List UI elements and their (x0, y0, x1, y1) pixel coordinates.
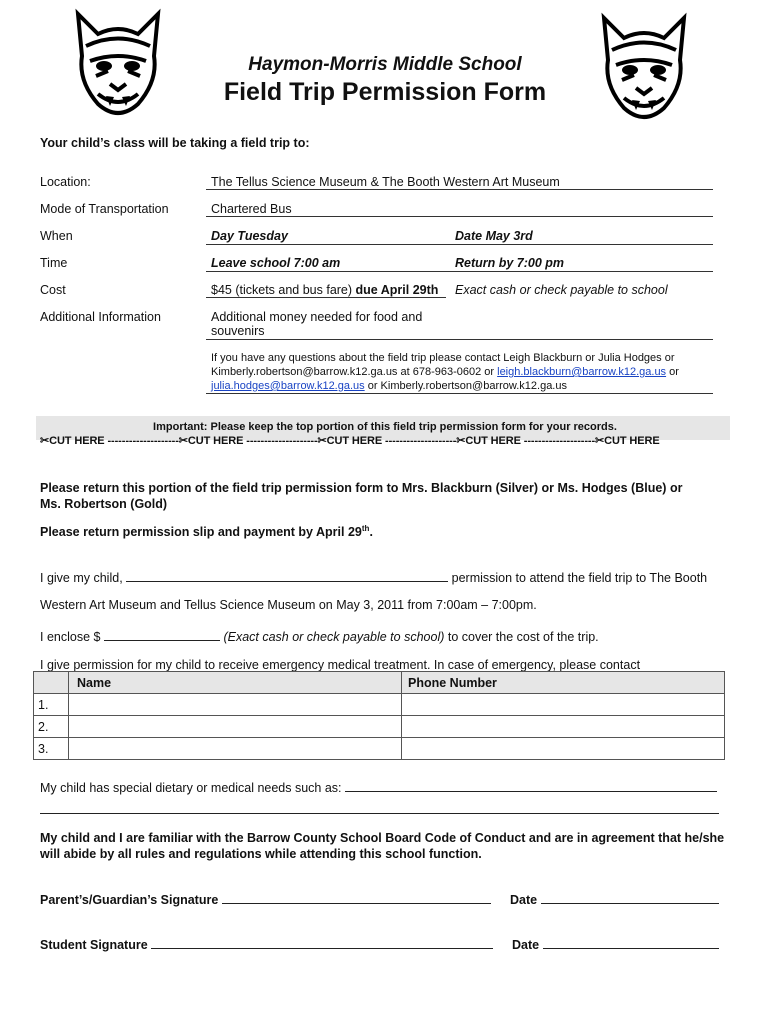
deadline-end: . (369, 525, 373, 540)
table-row (34, 738, 725, 760)
return-deadline (40, 524, 373, 539)
enclose-pre: I enclose $ (40, 630, 101, 644)
additional-label: Additional Information (40, 310, 161, 324)
form-title: Field Trip Permission Form (223, 78, 547, 106)
enclose-note: (Exact cash or check payable to school) (223, 630, 445, 644)
permission-enclose (40, 628, 599, 644)
header-index (34, 672, 69, 694)
row-index: 1. (34, 694, 69, 716)
header-phone: Phone Number (402, 672, 725, 694)
parent-date-label: Date (510, 893, 538, 907)
transport-label: Mode of Transportation (40, 202, 169, 216)
dietary-label: My child has special dietary or medical needs such as: (40, 781, 342, 795)
table-row (34, 694, 725, 716)
cost-note: Exact cash or check payable to school (455, 283, 668, 297)
contact-line (206, 393, 713, 394)
parent-signature-row (40, 891, 491, 907)
contact-line-1: If you have any questions about the field trip please contact Leigh Blackburn or Julia Hodges or (211, 352, 675, 364)
parent-signature-field[interactable] (222, 891, 491, 904)
intro-text: Your child’s class will be taking a field trip to: (40, 136, 310, 150)
contact-line-3 (211, 379, 721, 393)
student-date-label: Date (512, 938, 540, 952)
contact-name-cell[interactable] (69, 694, 402, 716)
dietary-field[interactable] (345, 779, 717, 792)
cost-value-row (211, 283, 438, 297)
agreement-line-1: My child and I are familiar with the Barrow County School Board Code of Conduct and are in agreement that he/she (40, 831, 725, 845)
child-name-field[interactable] (126, 569, 448, 582)
header-name: Name (69, 672, 402, 694)
parent-date-field[interactable] (541, 891, 719, 904)
give-pre: I give my child, (40, 571, 123, 585)
transport-line (206, 216, 713, 217)
contact-info (211, 351, 721, 393)
student-signature-label: Student Signature (40, 938, 148, 952)
additional-value-2: souvenirs (211, 324, 265, 338)
important-note: Important: Please keep the top portion of this field trip permission form for your records. (153, 421, 617, 433)
return-line-1: Please return this portion of the field trip permission form to Mrs. Blackburn (Silver) or Ms. Hodges (Blue) or (40, 481, 683, 495)
return-instructions (40, 480, 740, 512)
when-day: Day Tuesday (211, 229, 288, 243)
enclose-post: to cover the cost of the trip. (447, 630, 599, 644)
additional-value-1: Additional money needed for food and (211, 310, 423, 324)
additional-line (206, 339, 713, 340)
contact-line-2-tail: or (666, 366, 679, 378)
return-line-2: Ms. Robertson (Gold) (40, 497, 168, 511)
time-line (206, 271, 713, 272)
time-leave: Leave school 7:00 am (211, 256, 341, 270)
permission-line-2: Western Art Museum and Tellus Science Museum on May 3, 2011 from 7:00am – 7:00pm. (40, 598, 537, 612)
student-signature-field[interactable] (151, 936, 493, 949)
row-index: 2. (34, 716, 69, 738)
parent-date-row (510, 891, 719, 907)
amount-field[interactable] (104, 628, 220, 641)
contact-phone-cell[interactable] (402, 738, 725, 760)
dietary-row (40, 779, 717, 795)
contact-phone-cell[interactable] (402, 694, 725, 716)
student-date-field[interactable] (543, 936, 719, 949)
when-date: Date May 3rd (455, 229, 533, 243)
contact-line-2-text: Kimberly.robertson@barrow.k12.ga.us at 678-963-0602 or (211, 366, 498, 378)
parent-signature-label: Parent’s/Guardian’s Signature (40, 893, 219, 907)
hodges-email-link[interactable]: julia.hodges@barrow.k12.ga.us (211, 380, 365, 392)
cost-label: Cost (40, 283, 66, 297)
row-index: 3. (34, 738, 69, 760)
cost-line (206, 297, 446, 298)
agreement-line-2: will abide by all rules and regulations while attending this school function. (40, 847, 482, 861)
dietary-field-line-2[interactable] (40, 813, 719, 814)
permission-give (40, 569, 707, 585)
transport-value: Chartered Bus (211, 202, 292, 216)
cost-value: $45 (tickets and bus fare) (211, 283, 353, 297)
when-line (206, 244, 713, 245)
table-header-row (34, 672, 725, 694)
cut-here-line: ✂CUT HERE --------------------✂CUT HERE --------------------✂CUT HERE --------------------✂CUT HERE --------------------✂CUT HERE (40, 435, 660, 447)
time-return: Return by 7:00 pm (455, 256, 565, 270)
contact-name-cell[interactable] (69, 716, 402, 738)
location-label: Location: (40, 175, 91, 189)
location-line (206, 189, 713, 190)
location-value: The Tellus Science Museum & The Booth Western Art Museum (211, 175, 560, 189)
emergency-text: I give permission for my child to receive emergency medical treatment. In case of emergency, please contact (40, 658, 641, 672)
give-post: permission to attend the field trip to The Booth (451, 571, 708, 585)
school-name: Haymon-Morris Middle School (248, 54, 522, 75)
blackburn-email-link[interactable]: leigh.blackburn@barrow.k12.ga.us (497, 366, 667, 378)
emergency-contacts-table (33, 671, 725, 760)
deadline-sup: th (361, 524, 370, 533)
contact-line-2 (211, 365, 721, 379)
cost-due: due April 29th (355, 283, 439, 297)
contact-name-cell[interactable] (69, 738, 402, 760)
contact-line-3-tail: or Kimberly.robertson@barrow.k12.ga.us (364, 380, 567, 392)
student-signature-row (40, 936, 493, 952)
table-row (34, 716, 725, 738)
when-label: When (40, 229, 73, 243)
deadline-text: Please return permission slip and payment by April 29 (40, 525, 362, 540)
student-date-row (512, 936, 719, 952)
time-label: Time (40, 256, 68, 270)
contact-phone-cell[interactable] (402, 716, 725, 738)
agreement-text (40, 830, 750, 862)
